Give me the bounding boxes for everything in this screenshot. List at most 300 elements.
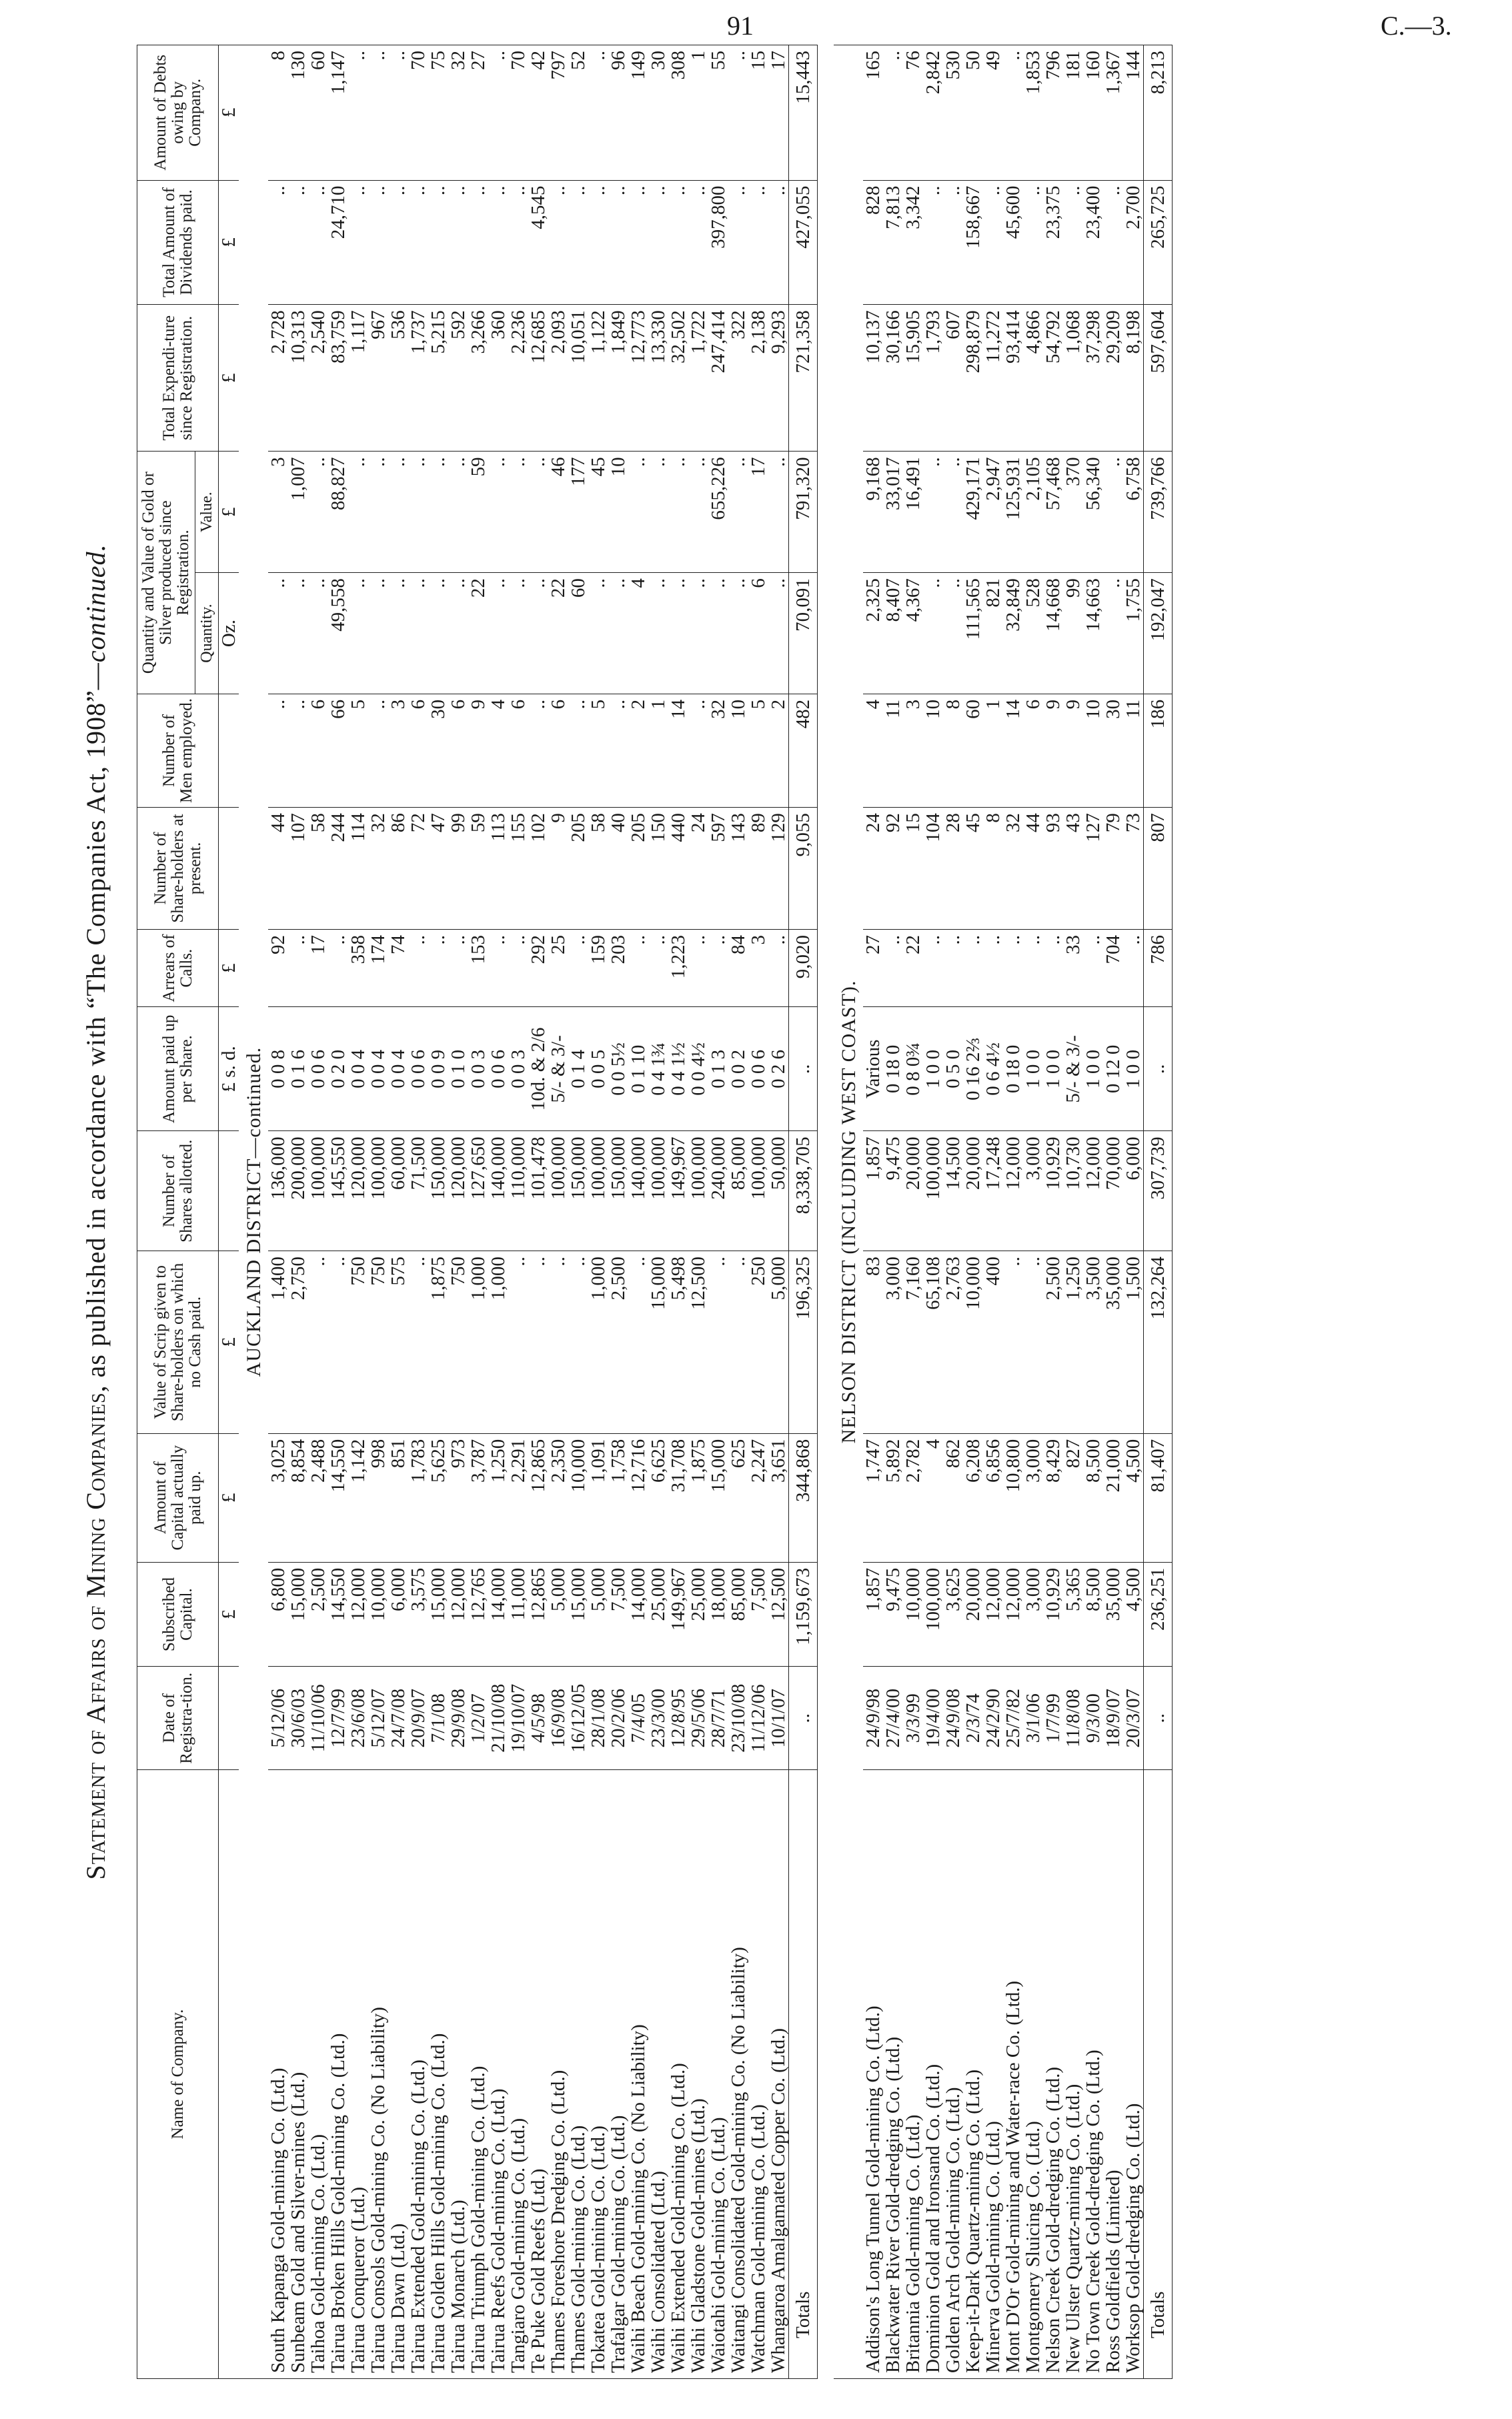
cell-debts: 181 — [1063, 45, 1083, 181]
cell-scrip: 1,500 — [1123, 1251, 1144, 1434]
nelson-district-heading-row — [834, 45, 863, 2379]
cell-paid: 625 — [728, 1433, 748, 1562]
cell-men: 14 — [668, 694, 688, 807]
cell-arrears: .. — [328, 929, 348, 1006]
cell-paid: 8,429 — [1043, 1433, 1063, 1562]
cell-value: .. — [308, 452, 328, 573]
cell-qty: .. — [448, 573, 468, 694]
cell-paid: 1,091 — [588, 1433, 608, 1562]
cell-debts: 8 — [268, 45, 288, 181]
cell-men: 1 — [983, 694, 1003, 807]
table-row — [628, 45, 648, 2379]
cell-per-share: 0 4 1½ — [668, 1007, 688, 1131]
cell-holders: 43 — [1063, 808, 1083, 930]
units-row — [219, 45, 239, 2379]
cell-exp: 360 — [488, 305, 508, 452]
cell-name: Addison's Long Tunnel Gold-mining Co. (Ltd.) — [863, 1770, 883, 2379]
cell-qty: 32,849 — [1003, 573, 1023, 694]
cell-men: 30 — [428, 694, 448, 807]
cell-date: 11/8/08 — [1063, 1667, 1083, 1770]
cell-per-share: 5/- & 3/- — [548, 1007, 568, 1131]
cell-date: 12/8/95 — [668, 1667, 688, 1770]
total-name: Totals — [1144, 1770, 1173, 2379]
cell-men: 6 — [508, 694, 528, 807]
cell-value: 655,226 — [708, 452, 728, 573]
cell-subscribed: 12,000 — [1003, 1562, 1023, 1667]
cell-scrip: 5,000 — [768, 1251, 789, 1434]
cell-holders: 59 — [468, 808, 488, 930]
cell-paid: 8,500 — [1083, 1433, 1103, 1562]
cell-arrears: .. — [883, 929, 903, 1006]
cell-debts: .. — [1003, 45, 1023, 181]
cell-exp: 32,502 — [668, 305, 688, 452]
cell-debts: 1,853 — [1023, 45, 1043, 181]
cell-div: 397,800 — [708, 180, 728, 305]
cell-scrip: .. — [528, 1251, 548, 1434]
cell-debts: .. — [728, 45, 748, 181]
cell-debts: 1,367 — [1103, 45, 1123, 181]
cell-arrears: 358 — [348, 929, 368, 1006]
cell-date: 5/12/07 — [368, 1667, 388, 1770]
cell-arrears: 153 — [468, 929, 488, 1006]
cell-paid: 3,651 — [768, 1433, 789, 1562]
cell-men: 11 — [1123, 694, 1144, 807]
cell-men: 2 — [628, 694, 648, 807]
total-arrears: 9,020 — [789, 929, 818, 1006]
total-men: 482 — [789, 694, 818, 807]
cell-per-share: 0 0 4½ — [688, 1007, 708, 1131]
cell-per-share: 10d. & 2/6 — [528, 1007, 548, 1131]
cell-div: .. — [268, 180, 288, 305]
cell-name: Tairua Consols Gold-mining Co. (No Liability) — [368, 1770, 388, 2379]
cell-per-share: 0 0 5 — [588, 1007, 608, 1131]
cell-men: 66 — [328, 694, 348, 807]
cell-men: 11 — [883, 694, 903, 807]
table-row — [1023, 45, 1043, 2379]
cell-exp: 8,198 — [1123, 305, 1144, 452]
cell-debts: 27 — [468, 45, 488, 181]
cell-value: .. — [488, 452, 508, 573]
cell-per-share: 0 16 2⅔ — [963, 1007, 983, 1131]
cell-subscribed: 149,967 — [668, 1562, 688, 1667]
cell-per-share: 1 0 0 — [1123, 1007, 1144, 1131]
cell-debts: 70 — [508, 45, 528, 181]
cell-scrip: .. — [628, 1251, 648, 1434]
cell-exp: 29,209 — [1103, 305, 1123, 452]
cell-name: Tairua Conqueror (Ltd.) — [348, 1770, 368, 2379]
cell-name: Keep-it-Dark Quartz-mining Co. (Ltd.) — [963, 1770, 983, 2379]
total-exp: 597,604 — [1144, 305, 1173, 452]
cell-scrip: .. — [308, 1251, 328, 1434]
cell-per-share: 0 0 6 — [488, 1007, 508, 1131]
cell-men: 6 — [548, 694, 568, 807]
cell-holders: 107 — [288, 808, 308, 930]
cell-date: 3/3/99 — [903, 1667, 923, 1770]
cell-exp: 15,905 — [903, 305, 923, 452]
col-dividends: Total Amount of Dividends paid. — [137, 180, 219, 305]
cell-shares: 145,550 — [328, 1131, 348, 1251]
cell-holders: 72 — [408, 808, 428, 930]
cell-paid: 2,488 — [308, 1433, 328, 1562]
cell-arrears: .. — [648, 929, 668, 1006]
cell-paid: 6,208 — [963, 1433, 983, 1562]
total-qty: 70,091 — [789, 573, 818, 694]
cell-men: 4 — [863, 694, 883, 807]
cell-arrears: .. — [1023, 929, 1043, 1006]
table-row — [608, 45, 628, 2379]
cell-scrip: 1,000 — [468, 1251, 488, 1434]
cell-shares: 100,000 — [308, 1131, 328, 1251]
cell-debts: 160 — [1083, 45, 1103, 181]
cell-div: .. — [448, 180, 468, 305]
cell-holders: 58 — [588, 808, 608, 930]
table-row — [588, 45, 608, 2379]
cell-date: 16/9/08 — [548, 1667, 568, 1770]
cell-qty: .. — [668, 573, 688, 694]
cell-qty: 528 — [1023, 573, 1043, 694]
cell-debts: 30 — [648, 45, 668, 181]
cell-holders: 127 — [1083, 808, 1103, 930]
cell-debts: 796 — [1043, 45, 1063, 181]
cell-div: 158,667 — [963, 180, 983, 305]
cell-date: 20/3/07 — [1123, 1667, 1144, 1770]
cell-shares: 100,000 — [588, 1131, 608, 1251]
cell-subscribed: 85,000 — [728, 1562, 748, 1667]
cell-value: 10 — [608, 452, 628, 573]
cell-value: .. — [408, 452, 428, 573]
unit-dividends: £ — [219, 180, 239, 305]
cell-men: 5 — [348, 694, 368, 807]
cell-paid: 1,783 — [408, 1433, 428, 1562]
table-row — [688, 45, 708, 2379]
total-div: 265,725 — [1144, 180, 1173, 305]
col-expenditure: Total Expendi-ture since Registration. — [137, 305, 219, 452]
cell-date: 11/12/06 — [748, 1667, 768, 1770]
cell-debts: .. — [588, 45, 608, 181]
cell-value: 6,758 — [1123, 452, 1144, 573]
cell-qty: .. — [943, 573, 963, 694]
cell-name: No Town Creek Gold-dredging Co. (Ltd.) — [1083, 1770, 1103, 2379]
cell-date: 4/5/98 — [528, 1667, 548, 1770]
cell-per-share: 5/- & 3/- — [1063, 1007, 1083, 1131]
cell-name: Minerva Gold-mining Co. (Ltd.) — [983, 1770, 1003, 2379]
cell-name: Britannia Gold-mining Co. (Ltd.) — [903, 1770, 923, 2379]
cell-debts: 308 — [668, 45, 688, 181]
table-row — [1003, 45, 1023, 2379]
col-scrip: Value of Scrip given to Share-holders on which no Cash paid. — [137, 1251, 219, 1434]
table-row — [708, 45, 728, 2379]
cell-men: .. — [268, 694, 288, 807]
cell-subscribed: 3,625 — [943, 1562, 963, 1667]
cell-exp: 1,117 — [348, 305, 368, 452]
cell-shares: 50,000 — [768, 1131, 789, 1251]
cell-per-share: 0 2 0 — [328, 1007, 348, 1131]
cell-paid: 998 — [368, 1433, 388, 1562]
table-row — [268, 45, 288, 2379]
cell-div: .. — [748, 180, 768, 305]
cell-value: .. — [368, 452, 388, 573]
cell-scrip: 12,500 — [688, 1251, 708, 1434]
cell-arrears: .. — [448, 929, 468, 1006]
cell-paid: 973 — [448, 1433, 468, 1562]
cell-div: 4,545 — [528, 180, 548, 305]
cell-name: Waihi Beach Gold-mining Co. (No Liability) — [628, 1770, 648, 2379]
cell-arrears: .. — [768, 929, 789, 1006]
cell-exp: 1,122 — [588, 305, 608, 452]
cell-div: 23,375 — [1043, 180, 1063, 305]
table-row — [883, 45, 903, 2379]
cell-subscribed: 35,000 — [1103, 1562, 1123, 1667]
table-row — [1083, 45, 1103, 2379]
cell-scrip: 575 — [388, 1251, 408, 1434]
cell-date: 24/2/90 — [983, 1667, 1003, 1770]
cell-value: 33,017 — [883, 452, 903, 573]
cell-exp: 1,737 — [408, 305, 428, 452]
cell-paid: 3,787 — [468, 1433, 488, 1562]
cell-qty: .. — [408, 573, 428, 694]
col-men: Number of Men employed. — [137, 694, 219, 807]
cell-exp: 2,236 — [508, 305, 528, 452]
cell-debts: 797 — [548, 45, 568, 181]
cell-arrears: 84 — [728, 929, 748, 1006]
cell-exp: 607 — [943, 305, 963, 452]
nelson-district-totals-row — [1144, 45, 1173, 2379]
unit-paid: £ — [219, 1433, 239, 1562]
cell-shares: 10,929 — [1043, 1131, 1063, 1251]
total-date: .. — [789, 1667, 818, 1770]
cell-div: .. — [983, 180, 1003, 305]
cell-shares: 10,730 — [1063, 1131, 1083, 1251]
table-row — [428, 45, 448, 2379]
cell-date: 1/2/07 — [468, 1667, 488, 1770]
cell-men: 6 — [308, 694, 328, 807]
cell-scrip: .. — [728, 1251, 748, 1434]
cell-subscribed: 10,929 — [1043, 1562, 1063, 1667]
cell-value: 177 — [568, 452, 588, 573]
cell-paid: 14,550 — [328, 1433, 348, 1562]
cell-men: .. — [568, 694, 588, 807]
cell-arrears: .. — [923, 929, 943, 1006]
cell-qty: 6 — [748, 573, 768, 694]
cell-holders: 79 — [1103, 808, 1123, 930]
cell-div: .. — [768, 180, 789, 305]
table-row — [648, 45, 668, 2379]
cell-arrears: .. — [568, 929, 588, 1006]
cell-div: .. — [628, 180, 648, 305]
table-row — [768, 45, 789, 2379]
cell-debts: 55 — [708, 45, 728, 181]
cell-name: Montgomery Sluicing Co. (Ltd.) — [1023, 1770, 1043, 2379]
cell-name: Tairua Reefs Gold-mining Co. (Ltd.) — [488, 1770, 508, 2379]
total-paid: 344,868 — [789, 1433, 818, 1562]
cell-div: .. — [308, 180, 328, 305]
cell-per-share: 0 1 4 — [568, 1007, 588, 1131]
cell-scrip: .. — [1003, 1251, 1023, 1434]
total-date: .. — [1144, 1667, 1173, 1770]
cell-scrip: 1,000 — [588, 1251, 608, 1434]
total-holders: 807 — [1144, 808, 1173, 930]
cell-date: 24/9/08 — [943, 1667, 963, 1770]
cell-qty: .. — [268, 573, 288, 694]
cell-per-share: 0 0 6 — [308, 1007, 328, 1131]
cell-subscribed: 2,500 — [308, 1562, 328, 1667]
cell-paid: 1,250 — [488, 1433, 508, 1562]
cell-holders: 8 — [983, 808, 1003, 930]
cell-per-share: 1 0 0 — [1023, 1007, 1043, 1131]
cell-date: 7/1/08 — [428, 1667, 448, 1770]
cell-value: 56,340 — [1083, 452, 1103, 573]
cell-shares: 100,000 — [748, 1131, 768, 1251]
cell-div: 23,400 — [1083, 180, 1103, 305]
cell-exp: 37,298 — [1083, 305, 1103, 452]
cell-exp: 93,414 — [1003, 305, 1023, 452]
table-row — [508, 45, 528, 2379]
cell-qty: 4 — [628, 573, 648, 694]
cell-holders: 15 — [903, 808, 923, 930]
total-per-share: .. — [789, 1007, 818, 1131]
cell-div: .. — [508, 180, 528, 305]
cell-holders: 205 — [568, 808, 588, 930]
cell-scrip: .. — [548, 1251, 568, 1434]
cell-date: 28/1/08 — [588, 1667, 608, 1770]
cell-date: 18/9/07 — [1103, 1667, 1123, 1770]
total-paid: 81,407 — [1144, 1433, 1173, 1562]
col-paid: Amount of Capital actually paid up. — [137, 1433, 219, 1562]
table-row — [488, 45, 508, 2379]
cell-value: 2,105 — [1023, 452, 1043, 573]
cell-per-share: 0 1 3 — [708, 1007, 728, 1131]
cell-debts: 530 — [943, 45, 963, 181]
cell-debts: 49 — [983, 45, 1003, 181]
cell-exp: 298,879 — [963, 305, 983, 452]
cell-per-share: 0 1 10 — [628, 1007, 648, 1131]
cell-per-share: 0 0 4 — [348, 1007, 368, 1131]
cell-scrip: 10,000 — [963, 1251, 983, 1434]
cell-exp: 30,166 — [883, 305, 903, 452]
cell-name: Watchman Gold-mining Co. (Ltd.) — [748, 1770, 768, 2379]
cell-div: 828 — [863, 180, 883, 305]
cell-paid: 2,350 — [548, 1433, 568, 1562]
cell-name: Thames Foreshore Dredging Co. (Ltd.) — [548, 1770, 568, 2379]
cell-paid: 12,716 — [628, 1433, 648, 1562]
cell-paid: 1,758 — [608, 1433, 628, 1562]
cell-qty: .. — [388, 573, 408, 694]
cell-subscribed: 12,765 — [468, 1562, 488, 1667]
total-per-share: .. — [1144, 1007, 1173, 1131]
cell-name: Taihoa Gold-mining Co. (Ltd.) — [308, 1770, 328, 2379]
cell-debts: 165 — [863, 45, 883, 181]
cell-subscribed: 6,000 — [388, 1562, 408, 1667]
cell-scrip: .. — [508, 1251, 528, 1434]
cell-qty: .. — [648, 573, 668, 694]
cell-holders: 89 — [748, 808, 768, 930]
cell-subscribed: 12,000 — [983, 1562, 1003, 1667]
cell-qty: 4,367 — [903, 573, 923, 694]
cell-men: .. — [608, 694, 628, 807]
cell-exp: 1,068 — [1063, 305, 1083, 452]
cell-qty: .. — [768, 573, 789, 694]
cell-arrears: .. — [1123, 929, 1144, 1006]
unit-arrears: £ — [219, 929, 239, 1006]
cell-name: Tairua Golden Hills Gold-mining Co. (Ltd.) — [428, 1770, 448, 2379]
cell-qty: .. — [923, 573, 943, 694]
total-men: 186 — [1144, 694, 1173, 807]
cell-scrip: 2,763 — [943, 1251, 963, 1434]
cell-paid: 2,291 — [508, 1433, 528, 1562]
cell-value: 17 — [748, 452, 768, 573]
cell-value: 1,007 — [288, 452, 308, 573]
cell-shares: 100,000 — [548, 1131, 568, 1251]
cell-subscribed: 11,000 — [508, 1562, 528, 1667]
cell-debts: 1,147 — [328, 45, 348, 181]
cell-date: 20/2/06 — [608, 1667, 628, 1770]
cell-scrip: 35,000 — [1103, 1251, 1123, 1434]
gap-cell — [818, 45, 834, 2379]
cell-men: 4 — [488, 694, 508, 807]
cell-paid: 4,500 — [1123, 1433, 1144, 1562]
cell-shares: 150,000 — [428, 1131, 448, 1251]
auckland-district-heading: AUCKLAND DISTRICT—continued. — [239, 45, 268, 2379]
cell-exp: 5,215 — [428, 305, 448, 452]
cell-debts: 42 — [528, 45, 548, 181]
cell-qty: .. — [488, 573, 508, 694]
cell-shares: 1,857 — [863, 1131, 883, 1251]
table-row — [903, 45, 923, 2379]
cell-div: .. — [568, 180, 588, 305]
cell-exp: 4,866 — [1023, 305, 1043, 452]
cell-name: Tairua Monarch (Ltd.) — [448, 1770, 468, 2379]
cell-subscribed: 12,500 — [768, 1562, 789, 1667]
cell-div: .. — [428, 180, 448, 305]
cell-scrip: .. — [708, 1251, 728, 1434]
cell-debts: .. — [368, 45, 388, 181]
cell-debts: 15 — [748, 45, 768, 181]
cell-qty: 99 — [1063, 573, 1083, 694]
unit-expenditure: £ — [219, 305, 239, 452]
cell-date: 27/4/00 — [883, 1667, 903, 1770]
cell-scrip: 1,000 — [488, 1251, 508, 1434]
cell-shares: 100,000 — [923, 1131, 943, 1251]
cell-name: Tairua Extended Gold-mining Co. (Ltd.) — [408, 1770, 428, 2379]
cell-arrears: .. — [508, 929, 528, 1006]
cell-exp: 54,792 — [1043, 305, 1063, 452]
cell-per-share: 0 0 3 — [508, 1007, 528, 1131]
statement-title — [80, 45, 111, 2379]
cell-qty: 49,558 — [328, 573, 348, 694]
cell-shares: 136,000 — [268, 1131, 288, 1251]
cell-name: Tokatea Gold-mining Co. (Ltd.) — [588, 1770, 608, 2379]
col-gold-group: Quantity and Value of Gold or Silver produced since Registration. — [137, 452, 195, 694]
cell-men: .. — [288, 694, 308, 807]
cell-arrears: 92 — [268, 929, 288, 1006]
cell-arrears: .. — [1043, 929, 1063, 1006]
cell-holders: 58 — [308, 808, 328, 930]
cell-men: 6 — [448, 694, 468, 807]
cell-date: 29/9/08 — [448, 1667, 468, 1770]
cell-arrears: .. — [628, 929, 648, 1006]
unit-subscribed: £ — [219, 1562, 239, 1667]
cell-paid: 1,875 — [688, 1433, 708, 1562]
cell-div: 7,813 — [883, 180, 903, 305]
cell-subscribed: 20,000 — [963, 1562, 983, 1667]
cell-value: 88,827 — [328, 452, 348, 573]
total-debts: 8,213 — [1144, 45, 1173, 181]
cell-shares: 120,000 — [348, 1131, 368, 1251]
cell-value: 46 — [548, 452, 568, 573]
cell-shares: 17,248 — [983, 1131, 1003, 1251]
unit-debts: £ — [219, 45, 239, 181]
cell-holders: 73 — [1123, 808, 1144, 930]
